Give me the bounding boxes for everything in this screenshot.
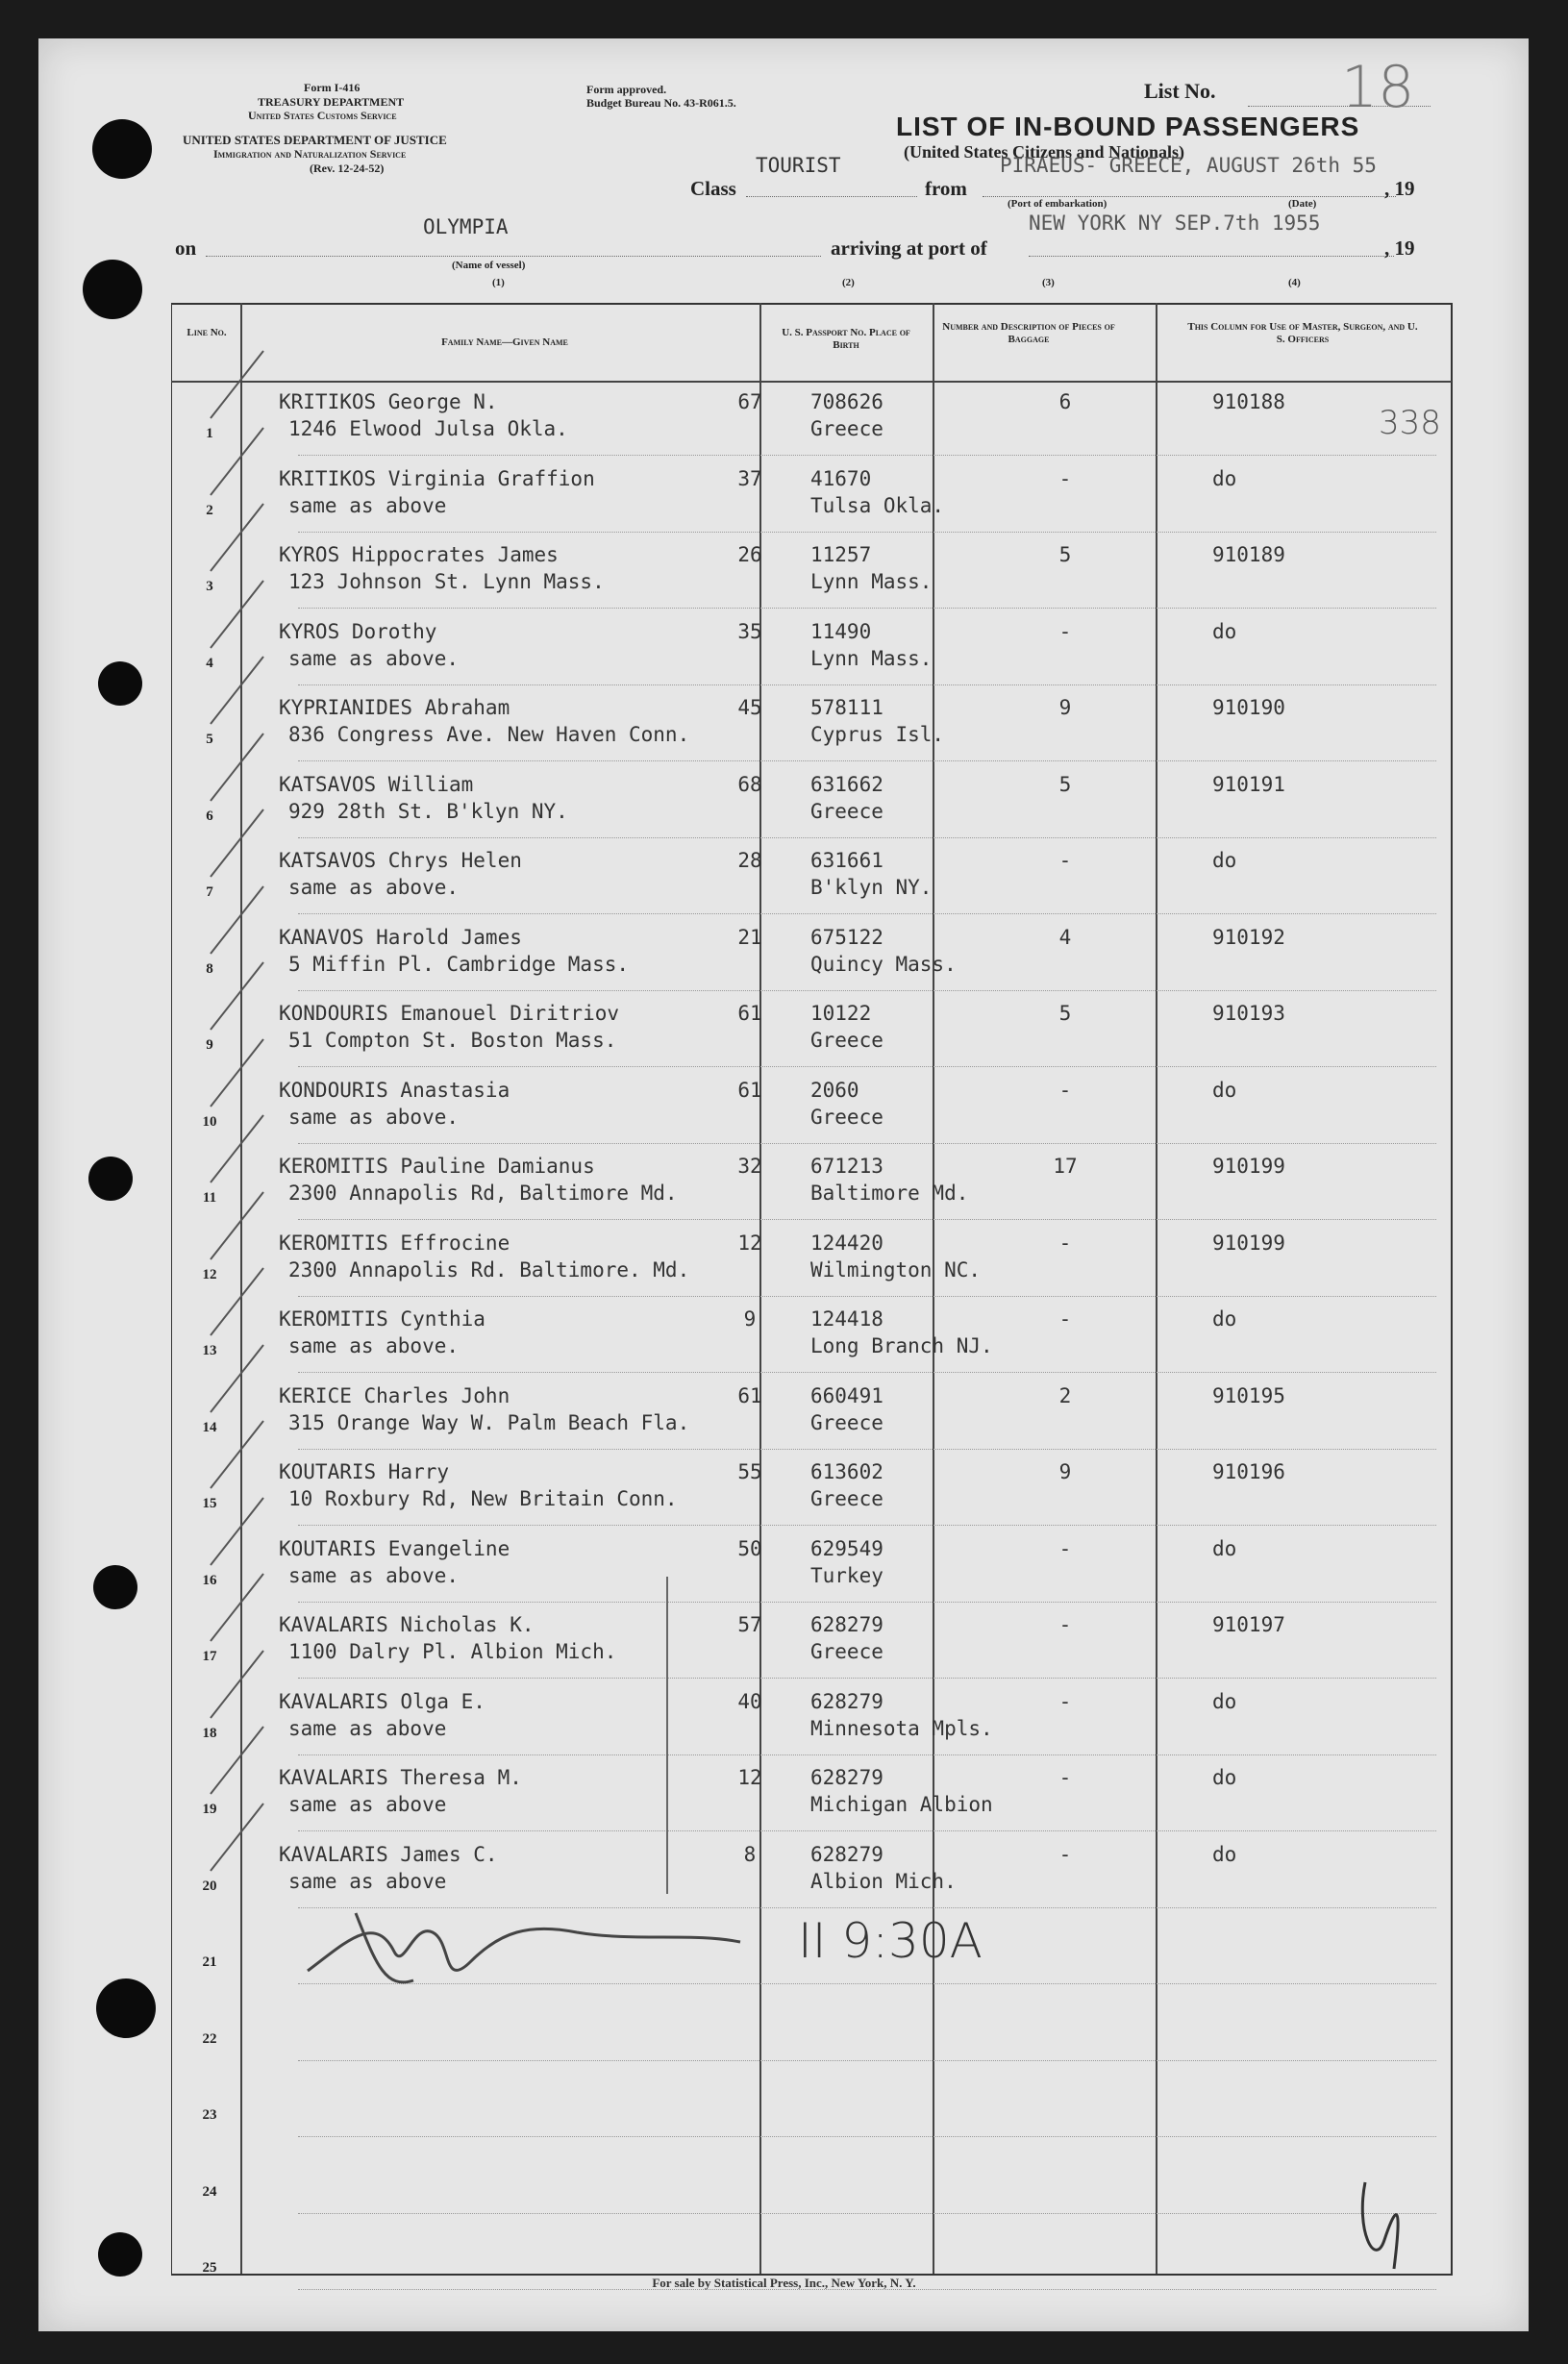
- passenger-address: same as above: [288, 1716, 447, 1740]
- line-number: 11: [202, 1190, 217, 1206]
- passenger-name: KONDOURIS Emanouel Diritriov: [279, 1002, 620, 1025]
- passenger-address: 836 Congress Ave. New Haven Conn.: [288, 723, 690, 746]
- row-rule: [298, 1754, 1436, 1755]
- line-number: 24: [202, 2183, 217, 2200]
- place-of-birth: Albion Mich.: [810, 1869, 957, 1893]
- official-number: 910192: [1212, 925, 1285, 949]
- table-row: [27, 2064, 1450, 2141]
- passenger-age: 8: [743, 1842, 757, 1866]
- line-number: 20: [202, 1878, 217, 1894]
- passenger-age: 12: [737, 1231, 762, 1255]
- class-label: Class: [690, 177, 736, 200]
- row-rule: [298, 1678, 1436, 1679]
- place-of-birth: B'klyn NY.: [810, 876, 933, 899]
- passenger-address: same as above.: [288, 1105, 460, 1129]
- passport-number: 675122: [810, 925, 884, 949]
- official-number: 910197: [1212, 1613, 1285, 1636]
- footer-printer: For sale by Statistical Press, Inc., New York, N. Y.: [652, 2276, 916, 2290]
- official-number: 910193: [1212, 1002, 1285, 1025]
- check-mark: [206, 346, 273, 423]
- place-of-birth: Lynn Mass.: [810, 570, 933, 593]
- document-subtitle: (United States Citizens and Nationals): [904, 142, 1185, 162]
- passenger-name: KEROMITIS Cynthia: [279, 1307, 485, 1331]
- passport-number: 124420: [810, 1231, 884, 1255]
- row-rule: [298, 837, 1436, 838]
- official-number: do: [1212, 1689, 1237, 1713]
- check-mark: [206, 1187, 273, 1264]
- passport-number: 628279: [810, 1766, 884, 1789]
- passenger-address: same as above.: [288, 646, 460, 670]
- passenger-age: 35: [737, 619, 762, 643]
- form-revision: (Rev. 12-24-52): [310, 162, 385, 175]
- passenger-name: KATSAVOS William: [279, 772, 474, 796]
- line-number: 7: [206, 884, 213, 900]
- margin-check-mark: [1346, 2173, 1423, 2278]
- passenger-age: 61: [737, 1383, 762, 1407]
- passport-number: 660491: [810, 1383, 884, 1407]
- baggage-count: 17: [1053, 1155, 1078, 1178]
- passport-number: 10122: [810, 1002, 872, 1025]
- official-number: 910199: [1212, 1231, 1285, 1255]
- passport-number: 631662: [810, 772, 884, 796]
- place-of-birth: Greece: [810, 1029, 884, 1052]
- line-number: 19: [202, 1802, 217, 1817]
- check-mark: [206, 1034, 273, 1111]
- passenger-address: 2300 Annapolis Rd. Baltimore. Md.: [288, 1257, 690, 1282]
- row-rule: [298, 1830, 1436, 1831]
- place-of-birth: Quincy Mass.: [810, 952, 957, 976]
- baggage-count: -: [1058, 1613, 1072, 1636]
- place-of-birth: Greece: [810, 1640, 884, 1663]
- vessel-line: [206, 256, 821, 257]
- passenger-age: 61: [737, 1002, 762, 1025]
- header-family-name: Family Name—Given Name: [441, 336, 568, 348]
- header-baggage: Number and Description of Pieces of Baggage: [942, 321, 1115, 345]
- official-number: 910190: [1212, 696, 1285, 719]
- row-rule: [298, 1143, 1436, 1144]
- check-mark: [206, 882, 273, 958]
- check-mark: [206, 1110, 273, 1187]
- passenger-address: 1246 Elwood Julsa Okla.: [288, 417, 568, 440]
- baggage-count: 5: [1058, 1002, 1072, 1025]
- check-mark: [206, 1646, 273, 1723]
- passenger-name: KOUTARIS Harry: [279, 1460, 450, 1483]
- passport-number: 11257: [810, 543, 872, 566]
- check-mark: [206, 1340, 273, 1417]
- row-rule: [298, 2060, 1436, 2061]
- signature-mark: II 9:30A: [798, 1913, 983, 1969]
- line-number: 8: [206, 960, 213, 977]
- treasury-department: TREASURY DEPARTMENT: [258, 95, 405, 109]
- passenger-address: 123 Johnson St. Lynn Mass.: [288, 570, 605, 593]
- passenger-address: 51 Compton St. Boston Mass.: [288, 1029, 617, 1052]
- official-number: 910196: [1212, 1460, 1285, 1483]
- passport-number: 631661: [810, 849, 884, 872]
- line-number: 3: [206, 579, 213, 594]
- passenger-name: KEROMITIS Pauline Damianus: [279, 1155, 595, 1178]
- passenger-name: KEROMITIS Effrocine: [279, 1231, 510, 1255]
- passenger-name: KRITIKOS Virginia Graffion: [279, 466, 595, 490]
- baggage-count: 5: [1058, 543, 1072, 566]
- bracket-line: [666, 1577, 668, 1894]
- check-mark: [206, 499, 273, 576]
- passenger-name: KANAVOS Harold James: [279, 925, 522, 949]
- top-right-number: 338: [1379, 404, 1441, 442]
- place-of-birth: Michigan Albion: [810, 1793, 993, 1816]
- row-rule: [298, 1525, 1436, 1526]
- from-label: from: [925, 177, 967, 200]
- place-of-birth: Cyprus Isl.: [810, 723, 945, 746]
- passport-number: 613602: [810, 1460, 884, 1483]
- baggage-count: -: [1058, 1078, 1072, 1102]
- official-number: 910195: [1212, 1383, 1285, 1407]
- passenger-name: KOUTARIS Evangeline: [279, 1536, 510, 1560]
- passenger-age: 61: [737, 1078, 762, 1102]
- passenger-age: 55: [737, 1460, 762, 1483]
- binder-hole: [83, 260, 142, 319]
- baggage-count: -: [1058, 1766, 1072, 1789]
- official-number: 910191: [1212, 772, 1285, 796]
- passenger-name: KYROS Dorothy: [279, 619, 437, 643]
- header-officers: This Column for Use of Master, Surgeon, and U. S. Officers: [1187, 321, 1418, 345]
- arriving-label: arriving at port of: [831, 236, 987, 260]
- passenger-name: KYROS Hippocrates James: [279, 543, 559, 566]
- official-number: do: [1212, 1078, 1237, 1102]
- passenger-address: 929 28th St. B'klyn NY.: [288, 799, 568, 823]
- column-number-1: (1): [492, 277, 505, 288]
- check-mark: [206, 652, 273, 729]
- passenger-address: 5 Miffin Pl. Cambridge Mass.: [288, 952, 630, 976]
- row-rule: [298, 1296, 1436, 1297]
- check-mark: [206, 576, 273, 653]
- passenger-name: KONDOURIS Anastasia: [279, 1078, 510, 1102]
- line-number: 15: [202, 1496, 217, 1511]
- baggage-count: -: [1058, 849, 1072, 872]
- passport-number: 671213: [810, 1155, 884, 1178]
- row-rule: [298, 2213, 1436, 2214]
- line-number: 13: [202, 1343, 217, 1358]
- line-number: 4: [206, 655, 213, 671]
- passenger-age: 21: [737, 925, 762, 949]
- passenger-name: KAVALARIS Theresa M.: [279, 1766, 522, 1789]
- class-line: [746, 196, 917, 197]
- place-of-birth: Greece: [810, 1487, 884, 1510]
- official-number: do: [1212, 849, 1237, 872]
- year-suffix-2: , 19: [1384, 236, 1415, 260]
- passenger-address: same as above: [288, 493, 447, 517]
- form-approved: Form approved.: [586, 83, 667, 96]
- check-mark: [206, 1263, 273, 1340]
- baggage-count: -: [1058, 1689, 1072, 1713]
- line-number: 9: [206, 1037, 213, 1053]
- line-number: 18: [202, 1725, 217, 1741]
- official-number: do: [1212, 1307, 1237, 1331]
- row-rule: [298, 1066, 1436, 1067]
- passenger-age: 26: [737, 543, 762, 566]
- passenger-address: same as above.: [288, 1563, 460, 1587]
- document-title: LIST OF IN-BOUND PASSENGERS: [896, 112, 1360, 141]
- year-suffix-1: , 19: [1384, 177, 1415, 200]
- line-number: 14: [202, 1419, 217, 1435]
- passenger-address: 1100 Dalry Pl. Albion Mich.: [288, 1640, 617, 1663]
- baggage-count: -: [1058, 1536, 1072, 1560]
- from-line: [983, 196, 1396, 197]
- row-rule: [298, 532, 1436, 533]
- passenger-age: 37: [737, 466, 762, 490]
- baggage-count: 6: [1058, 390, 1072, 413]
- place-of-birth: Wilmington NC.: [810, 1257, 982, 1282]
- line-number: 21: [202, 1954, 217, 1970]
- baggage-count: -: [1058, 1842, 1072, 1866]
- passenger-age: 28: [737, 849, 762, 872]
- passenger-name: KAVALARIS Nicholas K.: [279, 1613, 535, 1636]
- official-number: 910199: [1212, 1155, 1285, 1178]
- binder-hole: [92, 119, 152, 179]
- place-of-birth: Minnesota Mpls.: [810, 1716, 993, 1740]
- row-rule: [298, 990, 1436, 991]
- baggage-count: 4: [1058, 925, 1072, 949]
- vessel-value: OLYMPIA: [423, 215, 509, 238]
- passenger-address: same as above: [288, 1793, 447, 1816]
- date-caption: (Date): [1288, 198, 1317, 210]
- list-no-value: 18: [1341, 54, 1415, 121]
- passport-number: 708626: [810, 390, 884, 413]
- row-rule: [298, 1219, 1436, 1220]
- check-mark: [206, 1493, 273, 1570]
- passenger-age: 50: [737, 1536, 762, 1560]
- row-rule: [298, 684, 1436, 685]
- place-of-birth: Greece: [810, 417, 884, 440]
- row-rule: [298, 1372, 1436, 1373]
- place-of-birth: Turkey: [810, 1563, 884, 1587]
- official-number: 910188: [1212, 390, 1285, 413]
- baggage-count: -: [1058, 1231, 1072, 1255]
- line-number: 22: [202, 2030, 217, 2047]
- passenger-address: 10 Roxbury Rd, New Britain Conn.: [288, 1487, 678, 1510]
- header-passport: U. S. Passport No. Place of Birth: [782, 327, 910, 351]
- passenger-age: 32: [737, 1155, 762, 1178]
- table-row: [27, 2141, 1450, 2218]
- baggage-count: -: [1058, 466, 1072, 490]
- passenger-name: KRITIKOS George N.: [279, 390, 498, 413]
- justice-department: UNITED STATES DEPARTMENT OF JUSTICE: [183, 133, 447, 147]
- vessel-caption: (Name of vessel): [452, 260, 526, 271]
- check-mark: [206, 1416, 273, 1493]
- place-of-birth: Greece: [810, 1410, 884, 1434]
- place-of-birth: Lynn Mass.: [810, 646, 933, 670]
- official-number: do: [1212, 466, 1237, 490]
- row-rule: [298, 455, 1436, 456]
- baggage-count: 9: [1058, 1460, 1072, 1483]
- baggage-count: 9: [1058, 696, 1072, 719]
- check-mark: [206, 1799, 273, 1876]
- from-value: PIRAEUS- GREECE, AUGUST 26th 55: [1000, 154, 1377, 177]
- row-rule: [298, 913, 1436, 914]
- row-rule: [298, 1602, 1436, 1603]
- line-number: 16: [202, 1572, 217, 1588]
- check-mark: [206, 1569, 273, 1646]
- passenger-name: KAVALARIS James C.: [279, 1842, 498, 1866]
- immigration-service: Immigration and Naturalization Service: [213, 147, 407, 161]
- row-rule: [298, 1449, 1436, 1450]
- place-of-birth: Baltimore Md.: [810, 1182, 969, 1205]
- place-of-birth: Tulsa Okla.: [810, 493, 945, 517]
- form-number: Form I-416: [304, 81, 361, 94]
- passport-number: 11490: [810, 619, 872, 643]
- line-number: 2: [206, 502, 213, 518]
- official-number: do: [1212, 1536, 1237, 1560]
- row-rule: [298, 608, 1436, 609]
- line-number: 6: [206, 808, 213, 824]
- arrival-value: NEW YORK NY SEP.7th 1955: [1029, 212, 1321, 235]
- line-number: 1: [206, 426, 213, 441]
- column-number-2: (2): [842, 277, 855, 288]
- passenger-address: same as above.: [288, 876, 460, 899]
- budget-bureau: Budget Bureau No. 43-R061.5.: [586, 96, 736, 110]
- passport-number: 628279: [810, 1613, 884, 1636]
- passenger-name: KYPRIANIDES Abraham: [279, 696, 510, 719]
- row-rule: [298, 760, 1436, 761]
- check-mark: [206, 805, 273, 882]
- arrival-line: [1029, 256, 1394, 257]
- check-mark: [206, 958, 273, 1034]
- passport-number: 124418: [810, 1307, 884, 1331]
- baggage-count: -: [1058, 619, 1072, 643]
- column-number-3: (3): [1042, 277, 1055, 288]
- class-value: TOURIST: [756, 154, 841, 177]
- line-number: 5: [206, 732, 213, 747]
- official-number: 910189: [1212, 543, 1285, 566]
- passenger-age: 12: [737, 1766, 762, 1789]
- official-number: do: [1212, 1766, 1237, 1789]
- check-mark: [206, 423, 273, 500]
- passenger-name: KAVALARIS Olga E.: [279, 1689, 485, 1713]
- line-number: 17: [202, 1649, 217, 1664]
- passenger-address: 315 Orange Way W. Palm Beach Fla.: [288, 1410, 690, 1434]
- line-number: 25: [202, 2260, 217, 2276]
- header-line-no: Line No.: [187, 327, 227, 338]
- baggage-count: 2: [1058, 1383, 1072, 1407]
- passenger-address: same as above.: [288, 1334, 460, 1357]
- passenger-name: KATSAVOS Chrys Helen: [279, 849, 522, 872]
- passport-number: 578111: [810, 696, 884, 719]
- passenger-age: 40: [737, 1689, 762, 1713]
- passport-number: 628279: [810, 1842, 884, 1866]
- passenger-age: 57: [737, 1613, 762, 1636]
- check-mark: [206, 1722, 273, 1799]
- passenger-age: 68: [737, 772, 762, 796]
- row-rule: [298, 2136, 1436, 2137]
- line-number: 10: [202, 1113, 217, 1130]
- passport-number: 2060: [810, 1078, 859, 1102]
- line-number: 23: [202, 2107, 217, 2123]
- place-of-birth: Greece: [810, 1105, 884, 1129]
- baggage-count: 5: [1058, 772, 1072, 796]
- line-number: 12: [202, 1266, 217, 1282]
- passenger-age: 45: [737, 696, 762, 719]
- passenger-address: 2300 Annapolis Rd, Baltimore Md.: [288, 1182, 678, 1205]
- column-number-4: (4): [1288, 277, 1301, 288]
- passenger-age: 9: [743, 1307, 757, 1331]
- list-no-label: List No.: [1144, 79, 1216, 103]
- passport-number: 629549: [810, 1536, 884, 1560]
- place-of-birth: Long Branch NJ.: [810, 1334, 993, 1357]
- passport-number: 41670: [810, 466, 872, 490]
- customs-service: United States Customs Service: [248, 109, 397, 122]
- passport-number: 628279: [810, 1689, 884, 1713]
- passenger-address: same as above: [288, 1869, 447, 1893]
- passenger-name: KERICE Charles John: [279, 1383, 510, 1407]
- official-number: do: [1212, 619, 1237, 643]
- passenger-age: 67: [737, 390, 762, 413]
- on-label: on: [175, 236, 197, 260]
- check-mark: [206, 729, 273, 806]
- place-of-birth: Greece: [810, 799, 884, 823]
- port-embarkation-caption: (Port of embarkation): [1008, 198, 1108, 210]
- baggage-count: -: [1058, 1307, 1072, 1331]
- official-number: do: [1212, 1842, 1237, 1866]
